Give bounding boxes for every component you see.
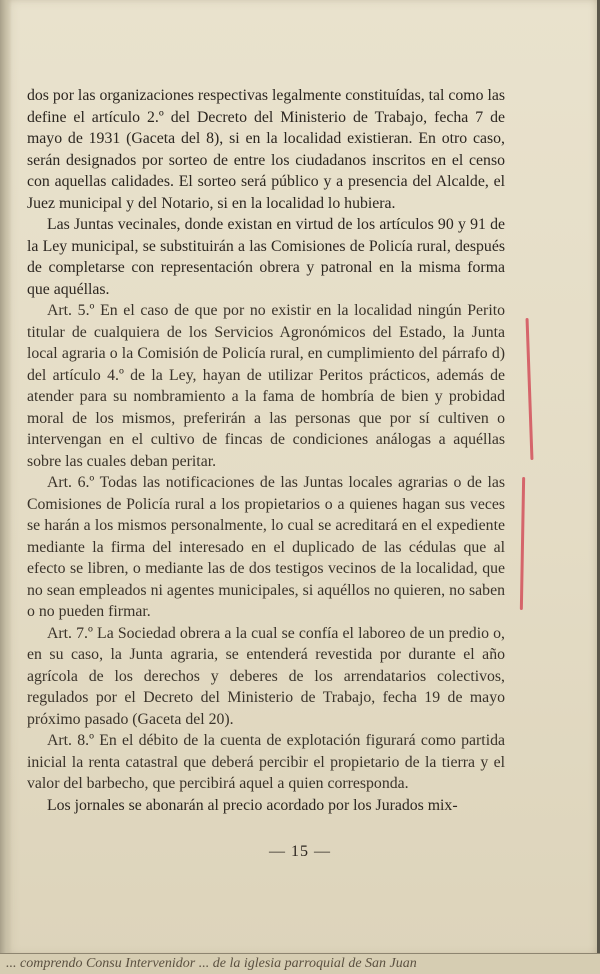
red-pencil-margin-mark [520, 477, 525, 610]
red-pencil-margin-mark [526, 318, 534, 460]
body-text [27, 85, 505, 816]
page-gutter-shadow [0, 0, 12, 955]
underlying-page-text: ... comprendo Consu Intervenidor ... de la iglesia parroquial de San Juan [6, 956, 417, 971]
paragraph-art-7: Art. 7.º La Sociedad obrera a la cual se confía el laboreo de un predio o, en su caso, la Junta agraria, se entenderá revestida por durante el año agrícola de los derechos y deberes de los arrendatarios colectivos, regulados por el Decreto del Ministerio de Trabajo, fecha 19 de mayo próximo pasado (Gaceta del 20). [27, 624, 505, 728]
paragraph-art-8: Art. 8.º En el débito de la cuenta de explotación figurará como partida inicial la renta catastral que deberá percibir el propietario de la tierra y el valor del barbecho, que percibirá aquel a quien corresponda. [27, 732, 505, 792]
paragraph-art-5: Art. 5.º En el caso de que por no existir en la localidad ningún Perito titular de cualquiera de los Servicios Agronómicos del Estado, la Junta local agraria o la Comisión de Policía rural, en cumplimiento del párrafo d) del artículo 4.º de la Ley, hayan de utilizar Peritos prácticos, además de atender para su nombramiento a la fama de hombría de bien y probidad moral de los mismos, preferirán a las personas que por sí cultiven o intervengan en el cultivo de fincas de condiciones análogas a aquéllas sobre las cuales deban peritar. [27, 302, 505, 470]
paragraph-jornales: Los jornales se abonarán al precio acordado por los Jurados mix- [47, 796, 458, 814]
paragraph-continuation: dos por las organizaciones respectivas legalmente constituídas, tal como las define el artículo 2.º del Decreto del Ministerio de Trabajo, fecha 7 de mayo de 1931 (Gaceta del 8), si en la localidad existieran. En otro caso, serán designados por sorteo de entre los ciudadanos inscritos en el censo con aquellas calidades. El sorteo será público y a presencia del Alcalde, el Juez municipal y del Notario, si en la localidad lo hubiera. [27, 87, 505, 212]
paragraph-art-6: Art. 6.º Todas las notificaciones de las Juntas locales agrarias o de las Comisiones de Policía rural a los propietarios o a quienes hagan sus veces se harán a los mismos personalmente, lo cual se acreditará en el expediente mediante la firma del interesado en el duplicado de las cédulas que al efecto se libren, o mediante las de dos testigos vecinos de la localidad, que no sean empleados ni agentes municipales, si aquéllos no quieren, no saben o no pueden firmar. [27, 474, 505, 620]
paragraph-juntas-vecinales: Las Juntas vecinales, donde existan en virtud de los artículos 90 y 91 de la Ley municipal, se substituirán a las Comisiones de Policía rural, después de completarse con representación obrera y patronal en la misma forma que aquéllas. [27, 216, 505, 298]
page-number: — 15 — [269, 843, 331, 860]
